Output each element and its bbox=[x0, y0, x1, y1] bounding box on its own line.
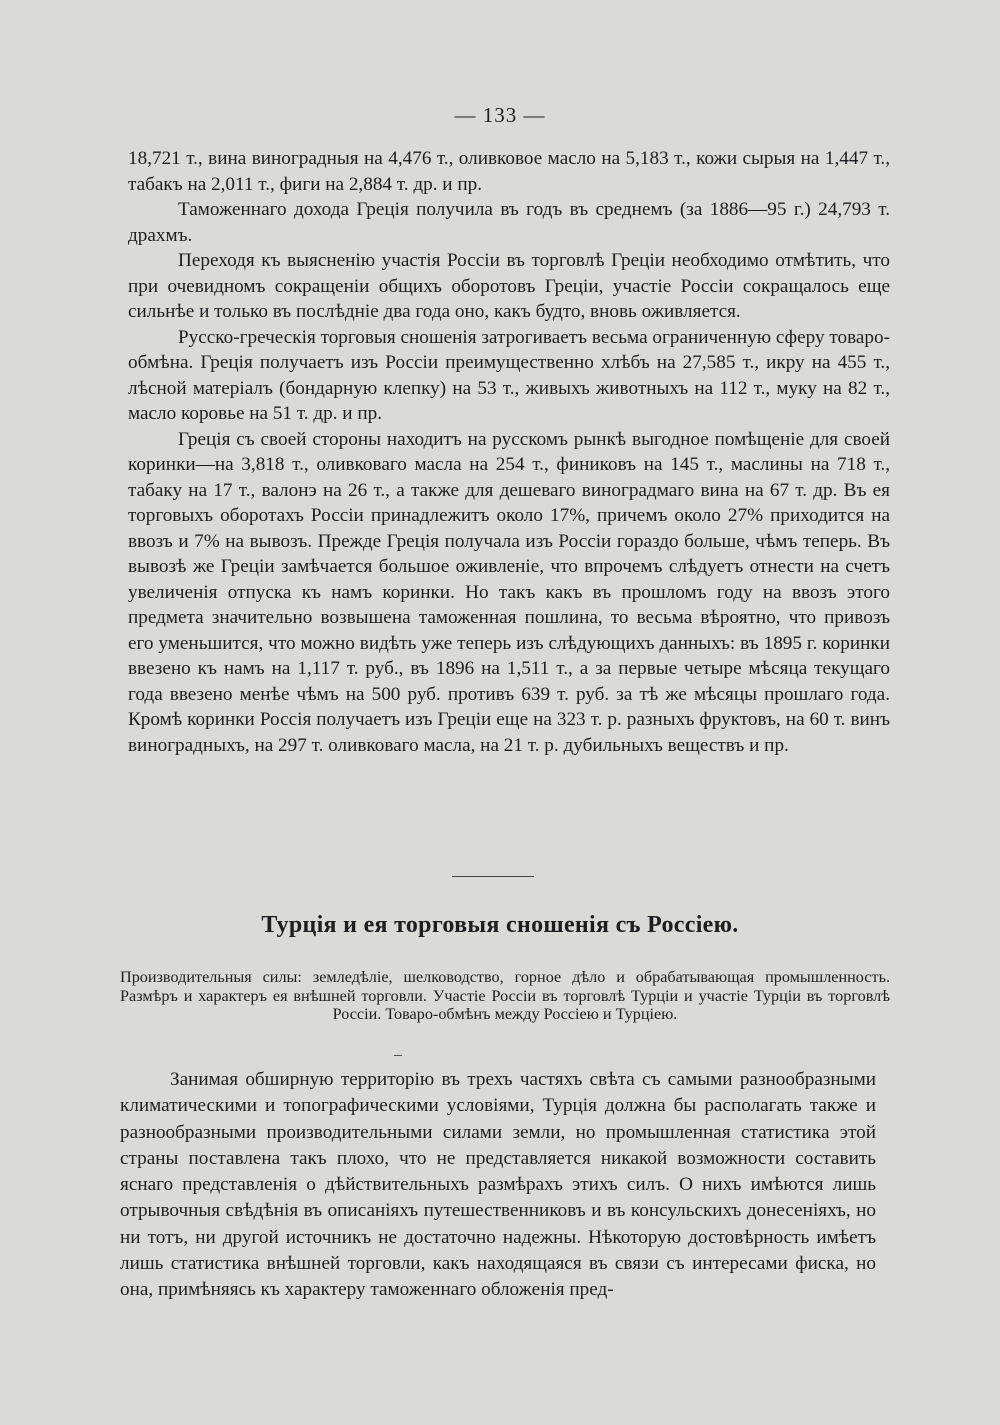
section-summary: Производительныя силы: земледѣліе, шелководство, горное дѣло и обрабатывающая промышленность. Размѣръ и характеръ ея внѣшней торговли. Участіе Россіи въ торговлѣ Турціи и участіе Турціи въ торговлѣ Россіи. Товаро-обмѣнъ между Россіею и Турціею. bbox=[120, 968, 890, 1023]
body-text-block bbox=[128, 146, 890, 758]
paragraph: Переходя къ выясненію участія Россіи въ торговлѣ Греціи необходимо отмѣтить, что при очевидномъ сокращеніи общихъ оборотовъ Греціи, участіе Россіи сокращалось еще сильнѣе и только въ послѣдніе два года оно, какъ будто, вновь оживляется. bbox=[128, 250, 890, 322]
summary-dash bbox=[394, 1055, 402, 1056]
paragraph: Греція съ своей стороны находитъ на русскомъ рынкѣ выгодное помѣщеніе для своей коринки—на 3,818 т., оливковаго масла на 254 т., финиковъ на 145 т., маслины на 718 т., табаку на 17 т., валонэ на 26 т., а также для дешеваго виноградмаго вина на 67 т. др. Въ ея торговыхъ оборотахъ Россіи принадлежитъ около 17%, причемъ около 27% приходится на ввозъ и 7% на вывозъ. Прежде Греція получала изъ Россіи гораздо больше, чѣмъ теперь. Въ вывозѣ же Греціи замѣчается большое оживленіе, что впрочемъ слѣдуетъ отнести на счетъ увеличенія отпуска къ намъ коринки. Но такъ какъ въ прошломъ году на ввозъ этого предмета значительно возвышена таможенная пошлина, то весьма вѣроятно, что привозъ его уменьшится, что можно видѣть уже теперь изъ слѣдующихъ данныхъ: въ 1895 г. коринки ввезено къ намъ на 1,117 т. руб., въ 1896 на 1,511 т., а за первые четыре мѣсяца текущаго года ввезено менѣе чѣмъ на 500 руб. противъ 639 т. руб. за тѣ же мѣсяцы прошлаго года. Кромѣ коринки Россія получаетъ изъ Греціи еще на 323 т. р. разныхъ фруктовъ, на 60 т. винъ виноградныхъ, на 297 т. оливковаго масла, на 21 т. р. дубильныхъ веществъ и пр. bbox=[128, 428, 890, 756]
paragraph: Русско-греческія торговыя сношенія затрогиваетъ весьма ограниченную сферу товаро-обмѣна. Греція получаетъ изъ Россіи преимущественно хлѣбъ на 27,585 т., икру на 455 т., лѣсной матеріалъ (бондарную клепку) на 53 т., живыхъ животныхъ на 112 т., муку на 82 т., масло коровье на 51 т. др. и пр. bbox=[128, 326, 890, 424]
paragraph: Занимая обширную территорію въ трехъ частяхъ свѣта съ самыми разнообразными климатическими и топографическими условіями, Турція должна бы располагать также и разнообразными производительными силами земли, но промышленная статистика этой страны поставлена такъ плохо, что не представляется никакой возможности составить яснаго представленія о дѣйствительныхъ размѣрахъ этихъ силъ. О нихъ имѣются лишь отрывочныя свѣдѣнія въ описаніяхъ путешественниковъ и въ консульскихъ донесеніяхъ, но ни тотъ, ни другой источникъ не достаточно надежны. Нѣкоторую достовѣрность имѣетъ лишь статистика внѣшней торговли, какъ находящаяся въ связи съ интересами фиска, но она, примѣняясь къ характеру таможеннаго обложенія пред- bbox=[120, 1069, 876, 1301]
page-number: — 133 — bbox=[454, 103, 546, 127]
section-title: Турція и ея торговыя сношенія съ Россіею. bbox=[261, 912, 739, 938]
paragraph: 18,721 т., вина виноградныя на 4,476 т., оливковое масло на 5,183 т., кожи сырыя на 1,447 т., табакъ на 2,011 т., фиги на 2,884 т. др. и пр. bbox=[128, 148, 890, 195]
section-divider bbox=[452, 876, 534, 877]
paragraph: Таможеннаго дохода Греція получила въ годъ въ среднемъ (за 1886—95 г.) 24,793 т. драхмъ. bbox=[128, 199, 890, 246]
body-text-block-2 bbox=[120, 1067, 876, 1304]
